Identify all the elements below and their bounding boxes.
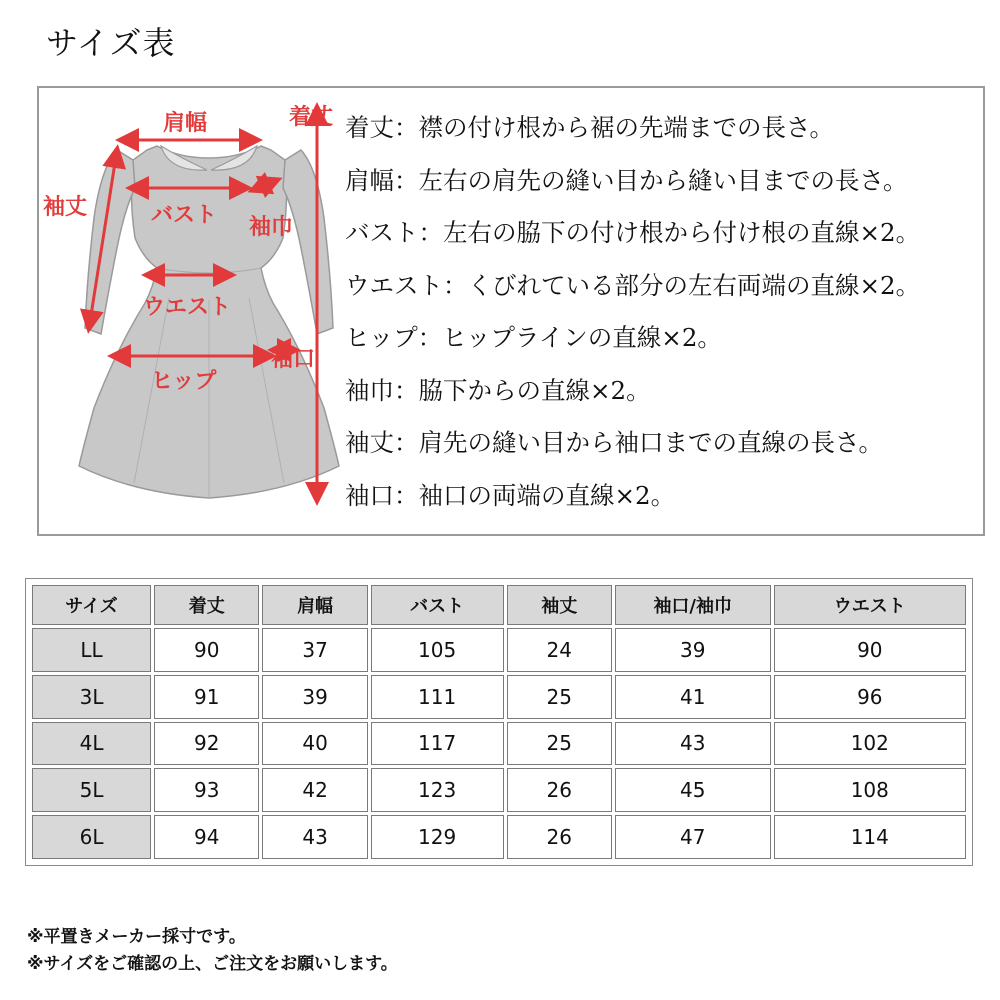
dress-silhouette (79, 146, 339, 498)
header-shoulder: 肩幅 (262, 585, 367, 625)
cell-length: 92 (154, 722, 259, 766)
table-header-row (32, 585, 966, 625)
size-table-wrapper (25, 578, 973, 866)
cell-shoulder: 43 (262, 815, 367, 859)
note-line: ※平置きメーカー採寸です。 (27, 927, 246, 947)
size-table (29, 582, 969, 862)
cell-bust: 105 (371, 628, 504, 672)
label-waist: ウエスト (143, 295, 232, 320)
cell-sleeve-length: 26 (507, 768, 612, 812)
header-waist: ウエスト (774, 585, 966, 625)
header-cuff-sleeve-width: 袖口/袖巾 (615, 585, 771, 625)
table-row (32, 675, 966, 719)
notes (27, 924, 398, 978)
definition-item: バスト：左右の脇下の付け根から付け根の直線×2。 (345, 218, 921, 247)
cell-waist: 108 (774, 768, 966, 812)
cell-size: 3L (32, 675, 151, 719)
measurement-guide-panel (37, 86, 985, 536)
label-hip: ヒップ (151, 369, 217, 394)
header-bust: バスト (371, 585, 504, 625)
header-length: 着丈 (154, 585, 259, 625)
cell-bust: 111 (371, 675, 504, 719)
cell-length: 90 (154, 628, 259, 672)
cell-bust: 117 (371, 722, 504, 766)
page-title: サイズ表 (46, 24, 176, 62)
definition-item: 着丈：襟の付け根から裾の先端までの長さ。 (345, 113, 835, 142)
cell-size: 4L (32, 722, 151, 766)
cell-cuff-sleeve-width: 41 (615, 675, 771, 719)
cell-shoulder: 40 (262, 722, 367, 766)
cell-shoulder: 42 (262, 768, 367, 812)
cell-size: LL (32, 628, 151, 672)
definition-item: 袖丈：肩先の縫い目から袖口までの直線の長さ。 (345, 428, 884, 457)
cell-shoulder: 39 (262, 675, 367, 719)
cell-length: 93 (154, 768, 259, 812)
table-row (32, 628, 966, 672)
cell-waist: 90 (774, 628, 966, 672)
cell-waist: 96 (774, 675, 966, 719)
cell-size: 5L (32, 768, 151, 812)
cell-sleeve-length: 25 (507, 722, 612, 766)
dress-diagram (39, 88, 379, 534)
definition-item: 袖口：袖口の両端の直線×2。 (345, 480, 676, 510)
table-row (32, 815, 966, 859)
cell-bust: 123 (371, 768, 504, 812)
cell-cuff-sleeve-width: 47 (615, 815, 771, 859)
label-sleeve-length: 袖丈 (43, 195, 88, 220)
cell-sleeve-length: 24 (507, 628, 612, 672)
note-line: ※サイズをご確認の上、ご注文をお願いします。 (27, 954, 398, 974)
header-size: サイズ (32, 585, 151, 625)
label-length: 着丈 (289, 105, 334, 130)
definition-item: 袖巾：脇下からの直線×2。 (345, 375, 651, 405)
label-bust: バスト (151, 203, 218, 228)
definition-item: ヒップ：ヒップラインの直線×2。 (345, 323, 722, 352)
header-sleeve-length: 袖丈 (507, 585, 612, 625)
label-cuff: 袖口 (271, 347, 316, 372)
cell-sleeve-length: 26 (507, 815, 612, 859)
cell-size: 6L (32, 815, 151, 859)
definition-item: 肩幅：左右の肩先の縫い目から縫い目までの長さ。 (345, 165, 908, 195)
table-row (32, 768, 966, 812)
cell-cuff-sleeve-width: 39 (615, 628, 771, 672)
label-shoulder: 肩幅 (163, 111, 208, 136)
definition-list (345, 102, 975, 522)
cell-length: 91 (154, 675, 259, 719)
cell-bust: 129 (371, 815, 504, 859)
cell-length: 94 (154, 815, 259, 859)
cell-waist: 114 (774, 815, 966, 859)
cell-sleeve-length: 25 (507, 675, 612, 719)
cell-shoulder: 37 (262, 628, 367, 672)
cell-waist: 102 (774, 722, 966, 766)
label-sleeve-width: 袖巾 (249, 215, 294, 240)
definition-item: ウエスト：くびれている部分の左右両端の直線×2。 (345, 270, 921, 300)
table-row (32, 722, 966, 766)
cell-cuff-sleeve-width: 43 (615, 722, 771, 766)
cell-cuff-sleeve-width: 45 (615, 768, 771, 812)
